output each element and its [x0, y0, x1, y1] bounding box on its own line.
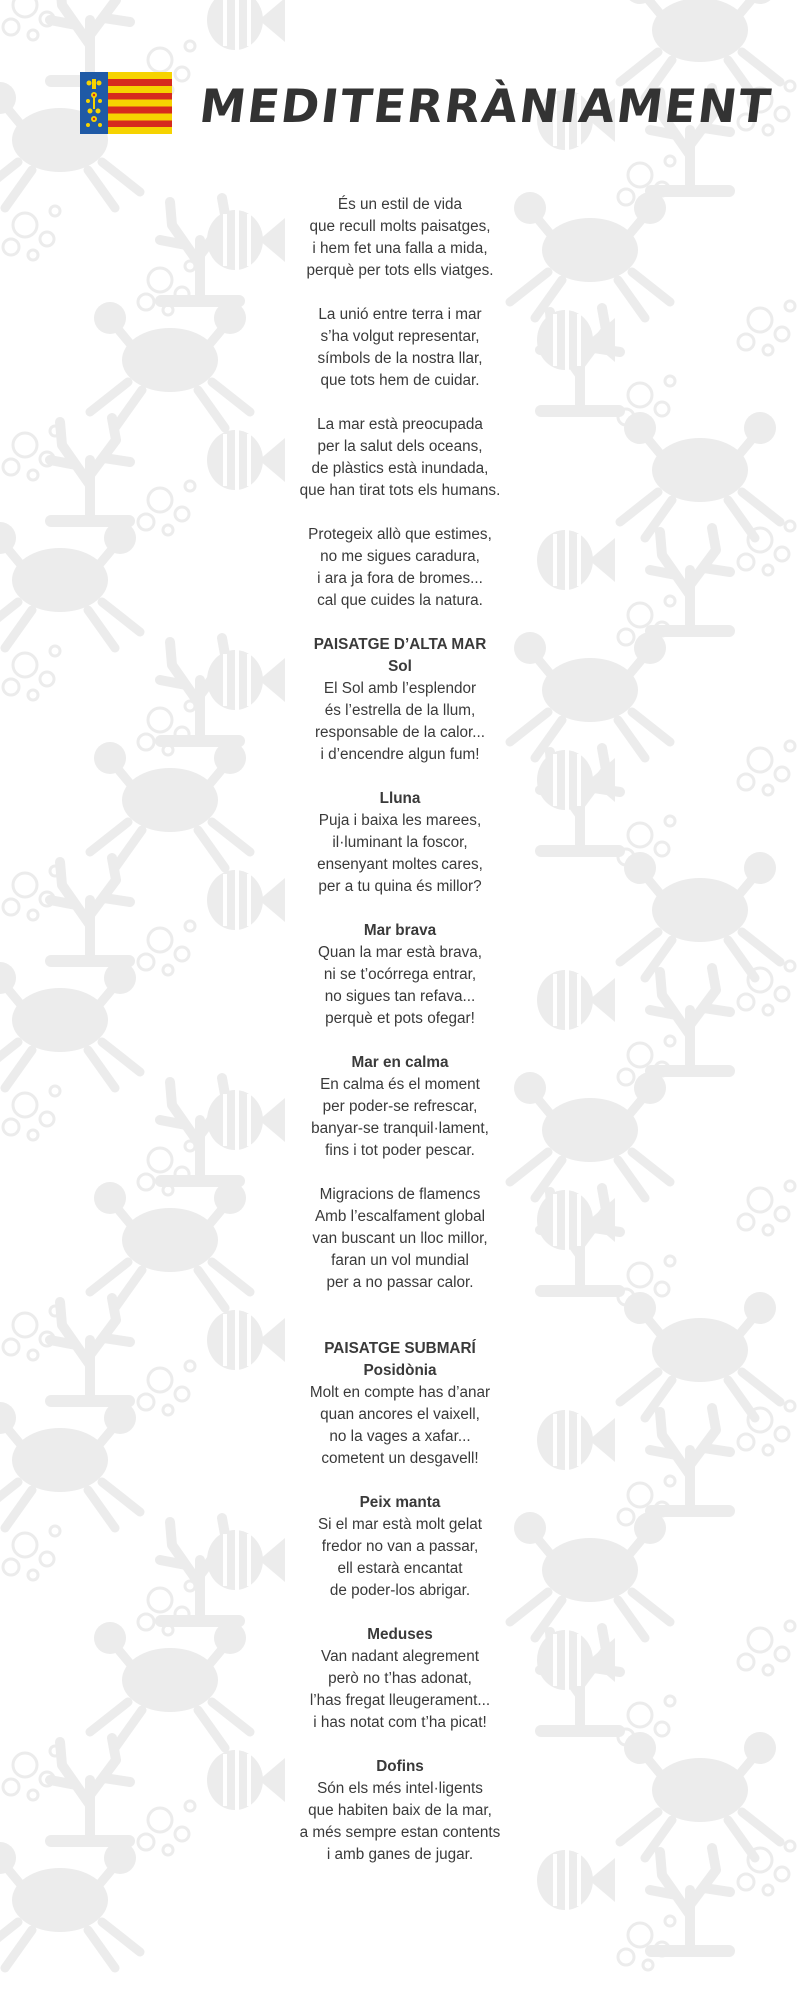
bubbles-icon [3, 866, 60, 920]
bubbles-icon [618, 1916, 675, 1970]
bubbles-icon [3, 1306, 60, 1360]
crab-icon [0, 1842, 140, 1968]
section-title: PAISATGE SUBMARÍ [324, 1340, 476, 1357]
verse-line: i amb ganes de jugar. [326, 1846, 474, 1863]
verse-line: fins i tot poder pescar. [325, 1142, 475, 1159]
crown-ornament-icon [83, 75, 105, 131]
bubbles-icon [738, 741, 795, 795]
stanza [200, 414, 600, 502]
bubbles-icon [738, 301, 795, 355]
coral-icon [645, 528, 735, 637]
verse-line: Quan la mar està brava, [317, 944, 483, 961]
stanza [200, 1184, 600, 1294]
verse-line: per a tu quina és millor? [318, 878, 482, 895]
stanza [200, 1756, 600, 1866]
stanza [200, 304, 600, 392]
coral-icon [645, 1408, 735, 1517]
verse-line: per poder-se refrescar, [322, 1098, 478, 1115]
page-title: MEDITERRÀNIAMENT [196, 79, 776, 133]
verse-line: faran un vol mundial [331, 1252, 469, 1269]
verse-line: perquè et pots ofegar! [325, 1010, 475, 1027]
bubbles-icon [138, 1361, 195, 1415]
stanza-heading: Mar en calma [351, 1054, 449, 1071]
verse-line: símbols de la nostra llar, [317, 350, 483, 367]
flag-blue-band [80, 72, 108, 134]
stanza-heading: Lluna [379, 790, 421, 807]
bubbles-icon [138, 1801, 195, 1855]
stanza-heading: Dofins [376, 1758, 424, 1775]
verse-line: Protegeix allò que estimes, [308, 526, 492, 543]
verse-line: cometent un desgavell! [321, 1450, 479, 1467]
bubbles-icon [3, 1086, 60, 1140]
verse-line: cal que cuides la natura. [317, 592, 483, 609]
bubbles-icon [3, 426, 60, 480]
verse-line: i d’encendre algun fum! [320, 746, 480, 763]
verse-line: Migracions de flamencs [319, 1186, 481, 1203]
verse-line: ni se t’ocórrega entrar, [323, 966, 477, 983]
bubbles-icon [138, 921, 195, 975]
stanza-heading: Meduses [367, 1626, 433, 1643]
crab-icon [620, 1292, 780, 1418]
section-alta-mar [200, 634, 600, 1294]
bubbles-icon [738, 1181, 795, 1235]
verse-line: a més sempre estan contents [299, 1824, 501, 1841]
crab-icon [0, 522, 140, 648]
bubbles-icon [3, 646, 60, 700]
verse-line: no me sigues caradura, [320, 548, 480, 565]
bubbles-icon [138, 481, 195, 535]
verse-line: per la salut dels oceans, [317, 438, 483, 455]
fish-icon [207, 0, 285, 50]
crab-icon [620, 412, 780, 538]
verse-line: En calma és el moment [320, 1076, 480, 1093]
verse-line: il·luminant la foscor, [332, 834, 468, 851]
verse-line: que tots hem de cuidar. [320, 372, 480, 389]
verse-line: que habiten baix de la mar, [308, 1802, 492, 1819]
stanza [200, 634, 600, 766]
verse-line: i hem fet una falla a mida, [312, 240, 488, 257]
verse-line: fredor no van a passar, [321, 1538, 479, 1555]
verse-line: però no t’has adonat, [328, 1670, 472, 1687]
stanza-heading: Mar brava [363, 922, 437, 939]
stanza [200, 1624, 600, 1734]
crab-icon [620, 852, 780, 978]
stanza [200, 1492, 600, 1602]
crab-icon [620, 1732, 780, 1858]
intro [200, 194, 600, 612]
verse-line: quan ancores el vaixell, [320, 1406, 480, 1423]
crab-icon [0, 1402, 140, 1528]
verse-line: ensenyant moltes cares, [317, 856, 483, 873]
verse-line: perquè per tots ells viatges. [306, 262, 494, 279]
bubbles-icon [3, 1746, 60, 1800]
verse-line: Si el mar està molt gelat [317, 1516, 483, 1533]
verse-line: La mar està preocupada [317, 416, 483, 433]
verse-line: per a no passar calor. [326, 1274, 474, 1291]
verse-line: banyar-se tranquil·lament, [311, 1120, 489, 1137]
bubbles-icon [3, 1526, 60, 1580]
verse-line: i ara ja fora de bromes... [317, 570, 483, 587]
stanza [200, 1338, 600, 1470]
verse-line: ell estarà encantat [337, 1560, 463, 1577]
stanza [200, 194, 600, 282]
verse-line: Amb l’escalfament global [314, 1208, 486, 1225]
verse-line: és l’estrella de la llum, [324, 702, 476, 719]
stanza [200, 524, 600, 612]
verse-line: que han tirat tots els humans. [299, 482, 501, 499]
verse-line: i has notat com t’ha picat! [313, 1714, 487, 1731]
stanza-heading: Sol [388, 658, 412, 675]
verse-line: no sigues tan refava... [324, 988, 476, 1005]
verse-line: van buscant un lloc millor, [312, 1230, 488, 1247]
verse-line: Són els més intel·ligents [317, 1780, 483, 1797]
verse-line: no la vages a xafar... [329, 1428, 471, 1445]
verse-line: responsable de la calor... [314, 724, 486, 741]
verse-line: s’ha volgut representar, [320, 328, 480, 345]
verse-line: És un estil de vida [337, 196, 463, 213]
verse-line: de poder-los abrigar. [329, 1582, 471, 1599]
crab-icon [0, 962, 140, 1088]
coral-icon [645, 1848, 735, 1957]
verse-line: Molt en compte has d’anar [309, 1384, 491, 1401]
stanza [200, 788, 600, 898]
valencian-senyera-icon [80, 72, 172, 134]
section-title: PAISATGE D’ALTA MAR [313, 636, 487, 653]
bubbles-icon [3, 206, 60, 260]
verse-line: Puja i baixa les marees, [318, 812, 482, 829]
coral-icon [645, 968, 735, 1077]
verse-line: de plàstics està inundada, [311, 460, 489, 477]
verse-line: que recull molts paisatges, [309, 218, 491, 235]
stanza [200, 920, 600, 1030]
bubbles-icon [738, 1621, 795, 1675]
verse-line: El Sol amb l’esplendor [323, 680, 477, 697]
stanza [200, 1052, 600, 1162]
verse-line: La unió entre terra i mar [318, 306, 482, 323]
section-submari [200, 1338, 600, 1866]
header [0, 58, 800, 158]
verse-line: l’has fregat lleugerament... [309, 1692, 491, 1709]
stanza-heading: Posidònia [363, 1362, 437, 1379]
stanza-heading: Peix manta [359, 1494, 441, 1511]
poem [200, 194, 600, 1888]
verse-line: Van nadant alegrement [321, 1648, 479, 1665]
